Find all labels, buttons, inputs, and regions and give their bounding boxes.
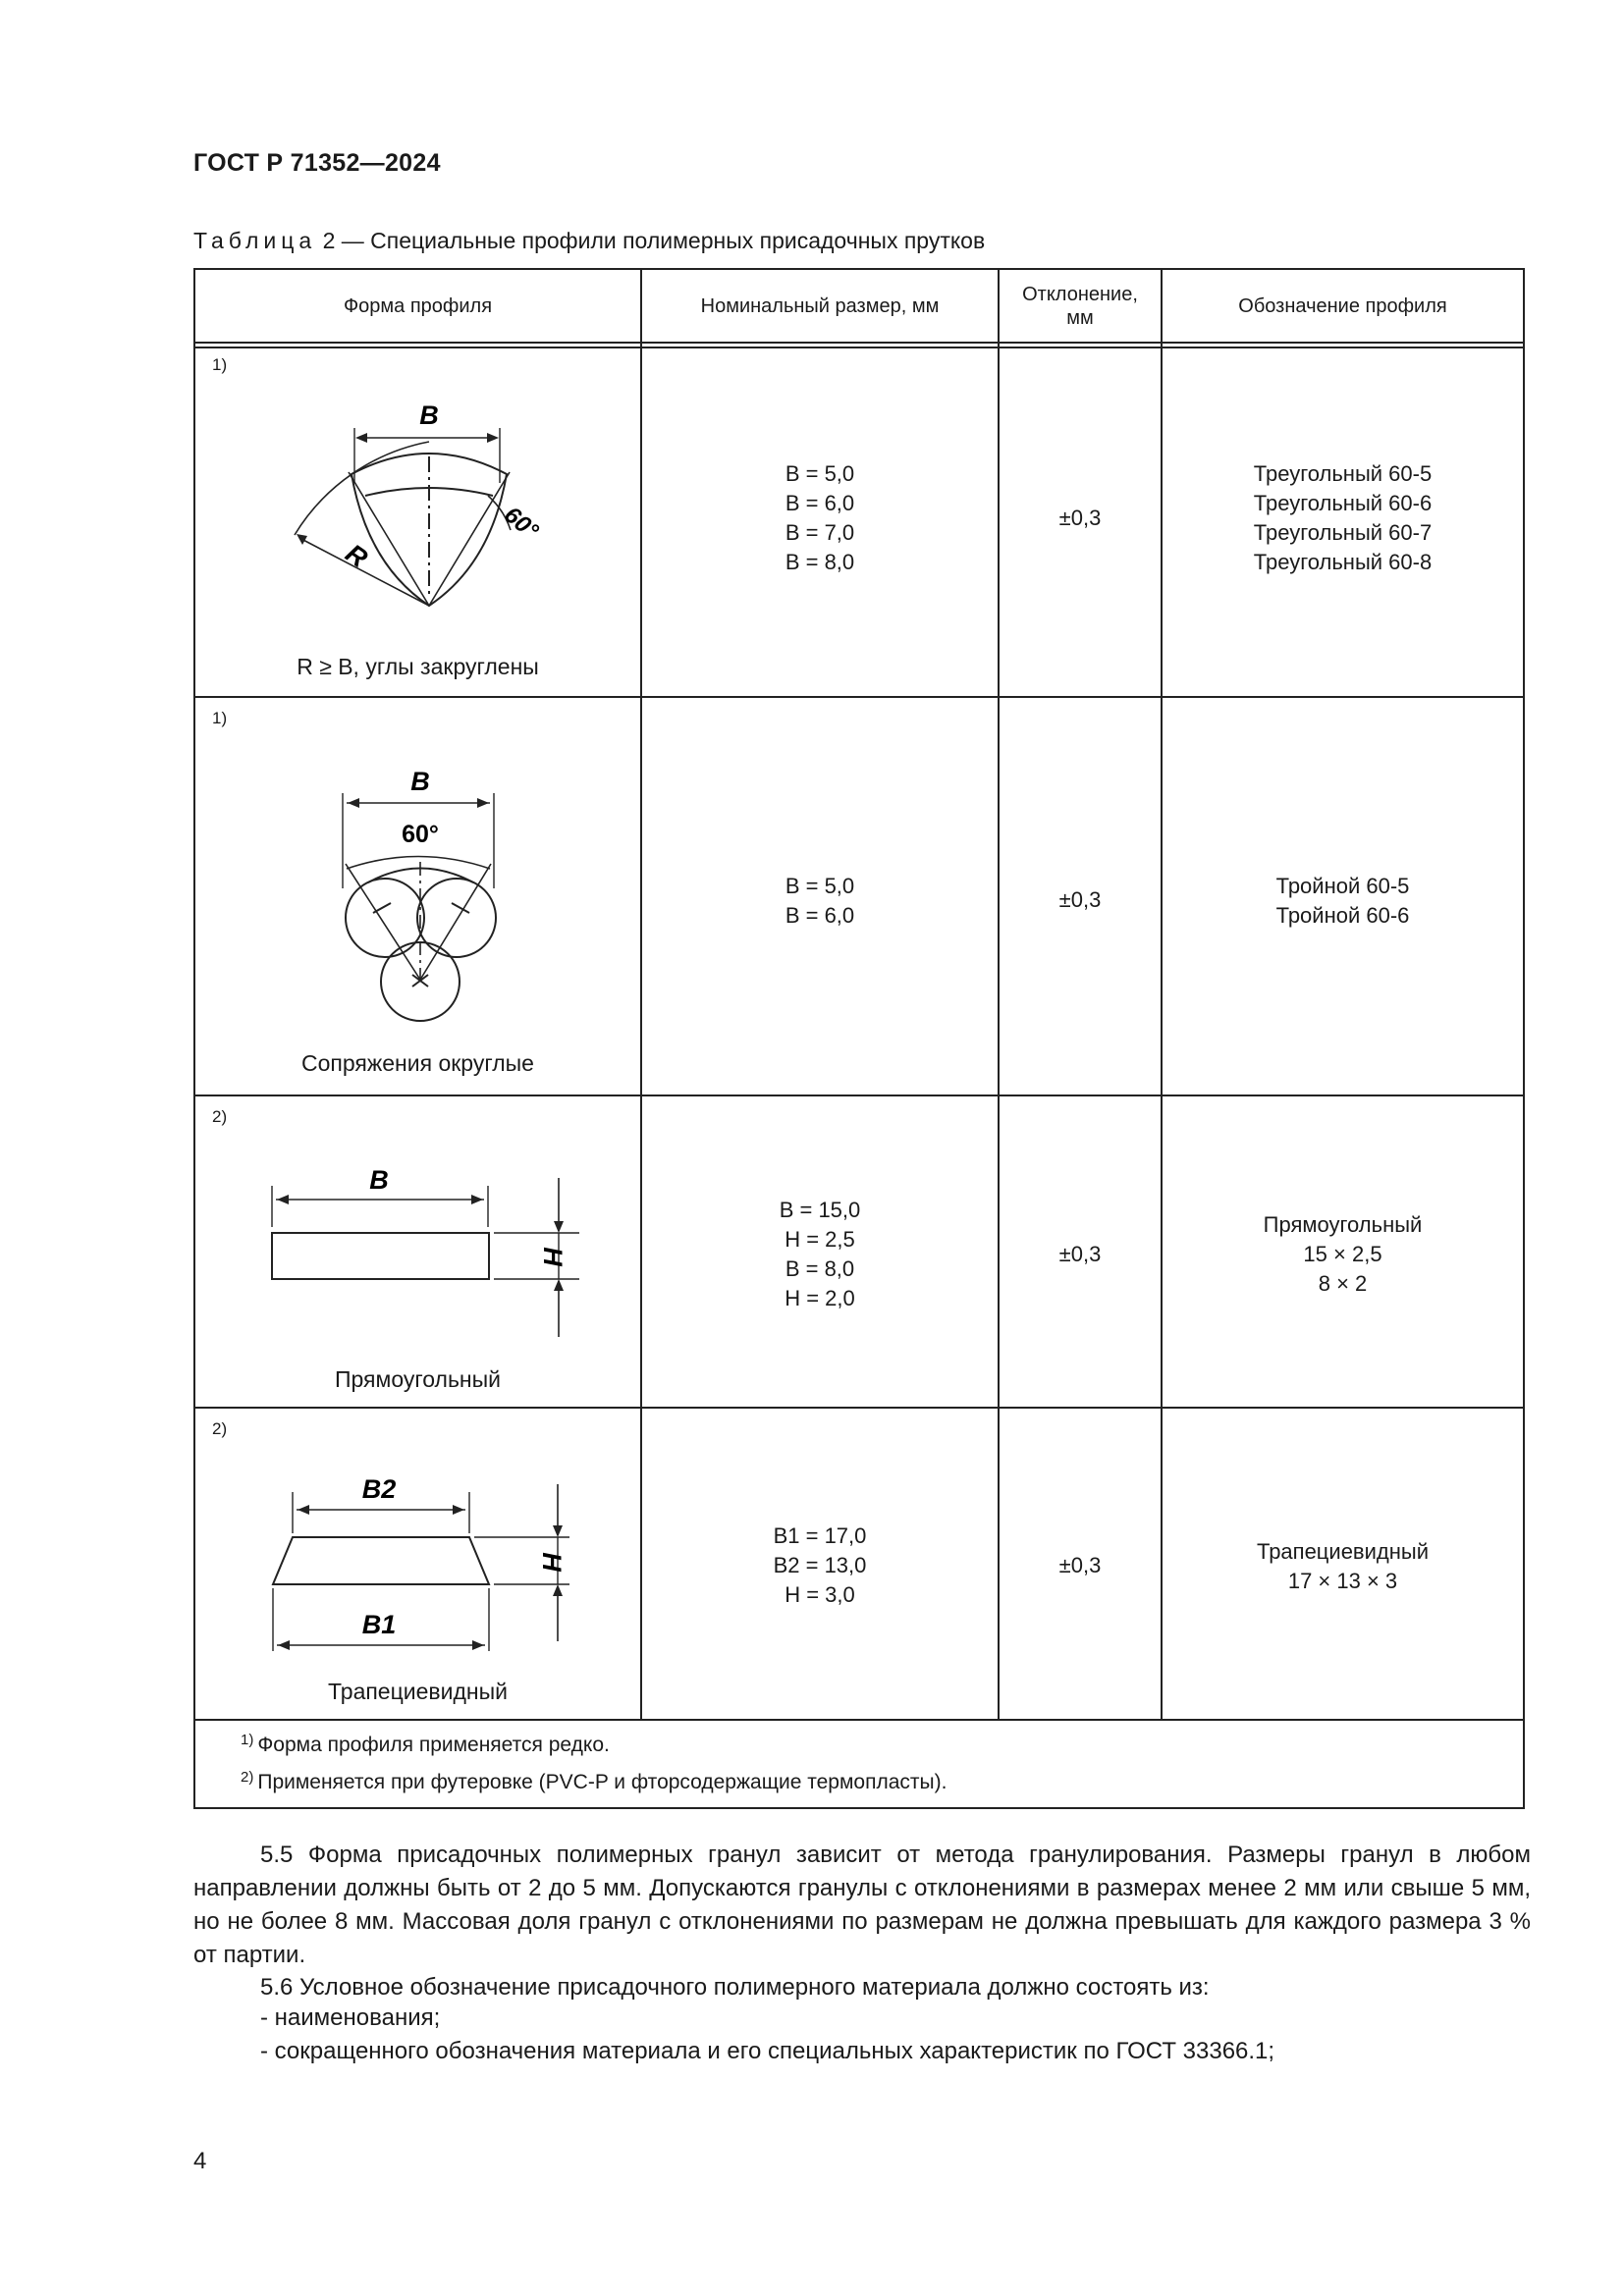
row4-dims [641, 1522, 999, 1610]
row4-designation-2: 17 × 13 × 3 [1287, 1569, 1398, 1593]
triple-fig-label-angle: 60° [402, 821, 439, 848]
row1-dim-2: B = 6,0 [785, 491, 855, 515]
row4-note-ref: 2) [212, 1419, 228, 1438]
row1-note-ref: 1) [212, 355, 228, 374]
document-code: ГОСТ Р 71352—2024 [193, 149, 441, 177]
row2-dim-1: B = 5,0 [785, 874, 855, 898]
row2-tolerance: ±0,3 [1058, 887, 1102, 912]
row4-tolerance: ±0,3 [1058, 1553, 1102, 1577]
col-header-size: Номинальный размер, мм [700, 295, 940, 317]
row4-dim-1: B1 = 17,0 [773, 1523, 867, 1548]
triangular-fig-label-b: B [419, 400, 439, 430]
row3-designation-2: 15 × 2,5 [1303, 1242, 1382, 1266]
row4-dim-2: B2 = 13,0 [773, 1553, 867, 1577]
table-footnote [241, 1761, 947, 1798]
rect-fig-label-b: B [369, 1165, 389, 1195]
row3-dim-1: B = 15,0 [779, 1198, 861, 1222]
table-caption-word: Таблица [193, 228, 317, 253]
row3-dim-4: H = 2,0 [785, 1286, 855, 1310]
table-footnote-mark: 2) [241, 1769, 254, 1786]
paragraph-5-6: 5.6 Условное обозначение присадочного полимерного материала должно состоять из: [260, 1974, 1210, 2001]
row3-designation-1: Прямоугольный [1263, 1212, 1423, 1237]
col-header-designation: Обозначение профиля [1238, 295, 1447, 317]
row3-note-ref: 2) [212, 1107, 228, 1126]
row1-designation-4: Треугольный 60-8 [1253, 550, 1433, 574]
row1-designation-2: Треугольный 60-6 [1253, 491, 1433, 515]
table-footnote-text: Применяется при футеровке (PVC-P и фторсодержащие термопласты). [257, 1771, 947, 1793]
row4-designation-1: Трапециевидный [1256, 1539, 1429, 1564]
row1-shape-label: R ≥ B, углы закруглены [297, 654, 539, 679]
table-footnote-text: Форма профиля применяется редко. [257, 1734, 610, 1756]
row1-tolerance: ±0,3 [1058, 506, 1102, 530]
row4-dim-3: H = 3,0 [785, 1582, 855, 1607]
triangular-fig-label-angle: 60° [499, 501, 544, 545]
row2-note-ref: 1) [212, 709, 228, 727]
list-item: - наименования; [260, 2004, 441, 2031]
trap-fig-label-b2: B2 [361, 1474, 397, 1504]
row2-dim-2: B = 6,0 [785, 903, 855, 928]
rect-fig-label-h: H [538, 1247, 568, 1266]
row1-designation-1: Треугольный 60-5 [1253, 461, 1433, 486]
table-footnote [241, 1724, 947, 1761]
trap-fig-label-h: H [537, 1552, 567, 1572]
row1-dim-4: B = 8,0 [785, 550, 855, 574]
list-item: - сокращенного обозначения материала и его специальных характеристик по ГОСТ 33366.1; [260, 2038, 1275, 2064]
row2-designation-1: Тройной 60-5 [1275, 874, 1410, 898]
col-header-shape: Форма профиля [343, 295, 493, 317]
table-footnotes [241, 1724, 947, 1798]
row3-tolerance: ±0,3 [1058, 1242, 1102, 1266]
col-header-tolerance: Отклонение, мм [1022, 284, 1138, 329]
row3-shape-label: Прямоугольный [334, 1366, 502, 1392]
row1-dim-3: B = 7,0 [785, 520, 855, 545]
row1-dim-1: B = 5,0 [785, 461, 855, 486]
row4-designation [1162, 1537, 1524, 1596]
page-number: 4 [193, 2148, 207, 2174]
table-caption-text: 2 — Специальные профили полимерных присадочных прутков [322, 228, 986, 253]
triangular-fig-label-r: R [340, 538, 373, 574]
row3-dim-2: H = 2,5 [785, 1227, 855, 1252]
row3-dim-3: B = 8,0 [785, 1256, 855, 1281]
row1-designation-3: Треугольный 60-7 [1253, 520, 1433, 545]
row2-designation-2: Тройной 60-6 [1275, 903, 1410, 928]
triple-fig-label-b: B [410, 767, 430, 796]
trap-fig-label-b1: B1 [361, 1610, 397, 1639]
table-footnote-mark: 1) [241, 1732, 254, 1748]
row4-shape-label: Трапециевидный [328, 1679, 508, 1704]
row3-designation-3: 8 × 2 [1318, 1271, 1368, 1296]
paragraph-5-5: 5.5 Форма присадочных полимерных гранул зависит от метода гранулирования. Размеры гранул в любом направлении должны быть от 2 до 5 мм. Допускаются гранулы с отклонениями в размерах менее 2 мм или свыше 5 мм, но не более 8 мм. Массовая доля гранул с отклонениями по размерам не должна превышать для каждого размера 3 % от партии. [193, 1842, 1531, 1968]
row2-shape-label: Сопряжения округлые [301, 1050, 534, 1076]
